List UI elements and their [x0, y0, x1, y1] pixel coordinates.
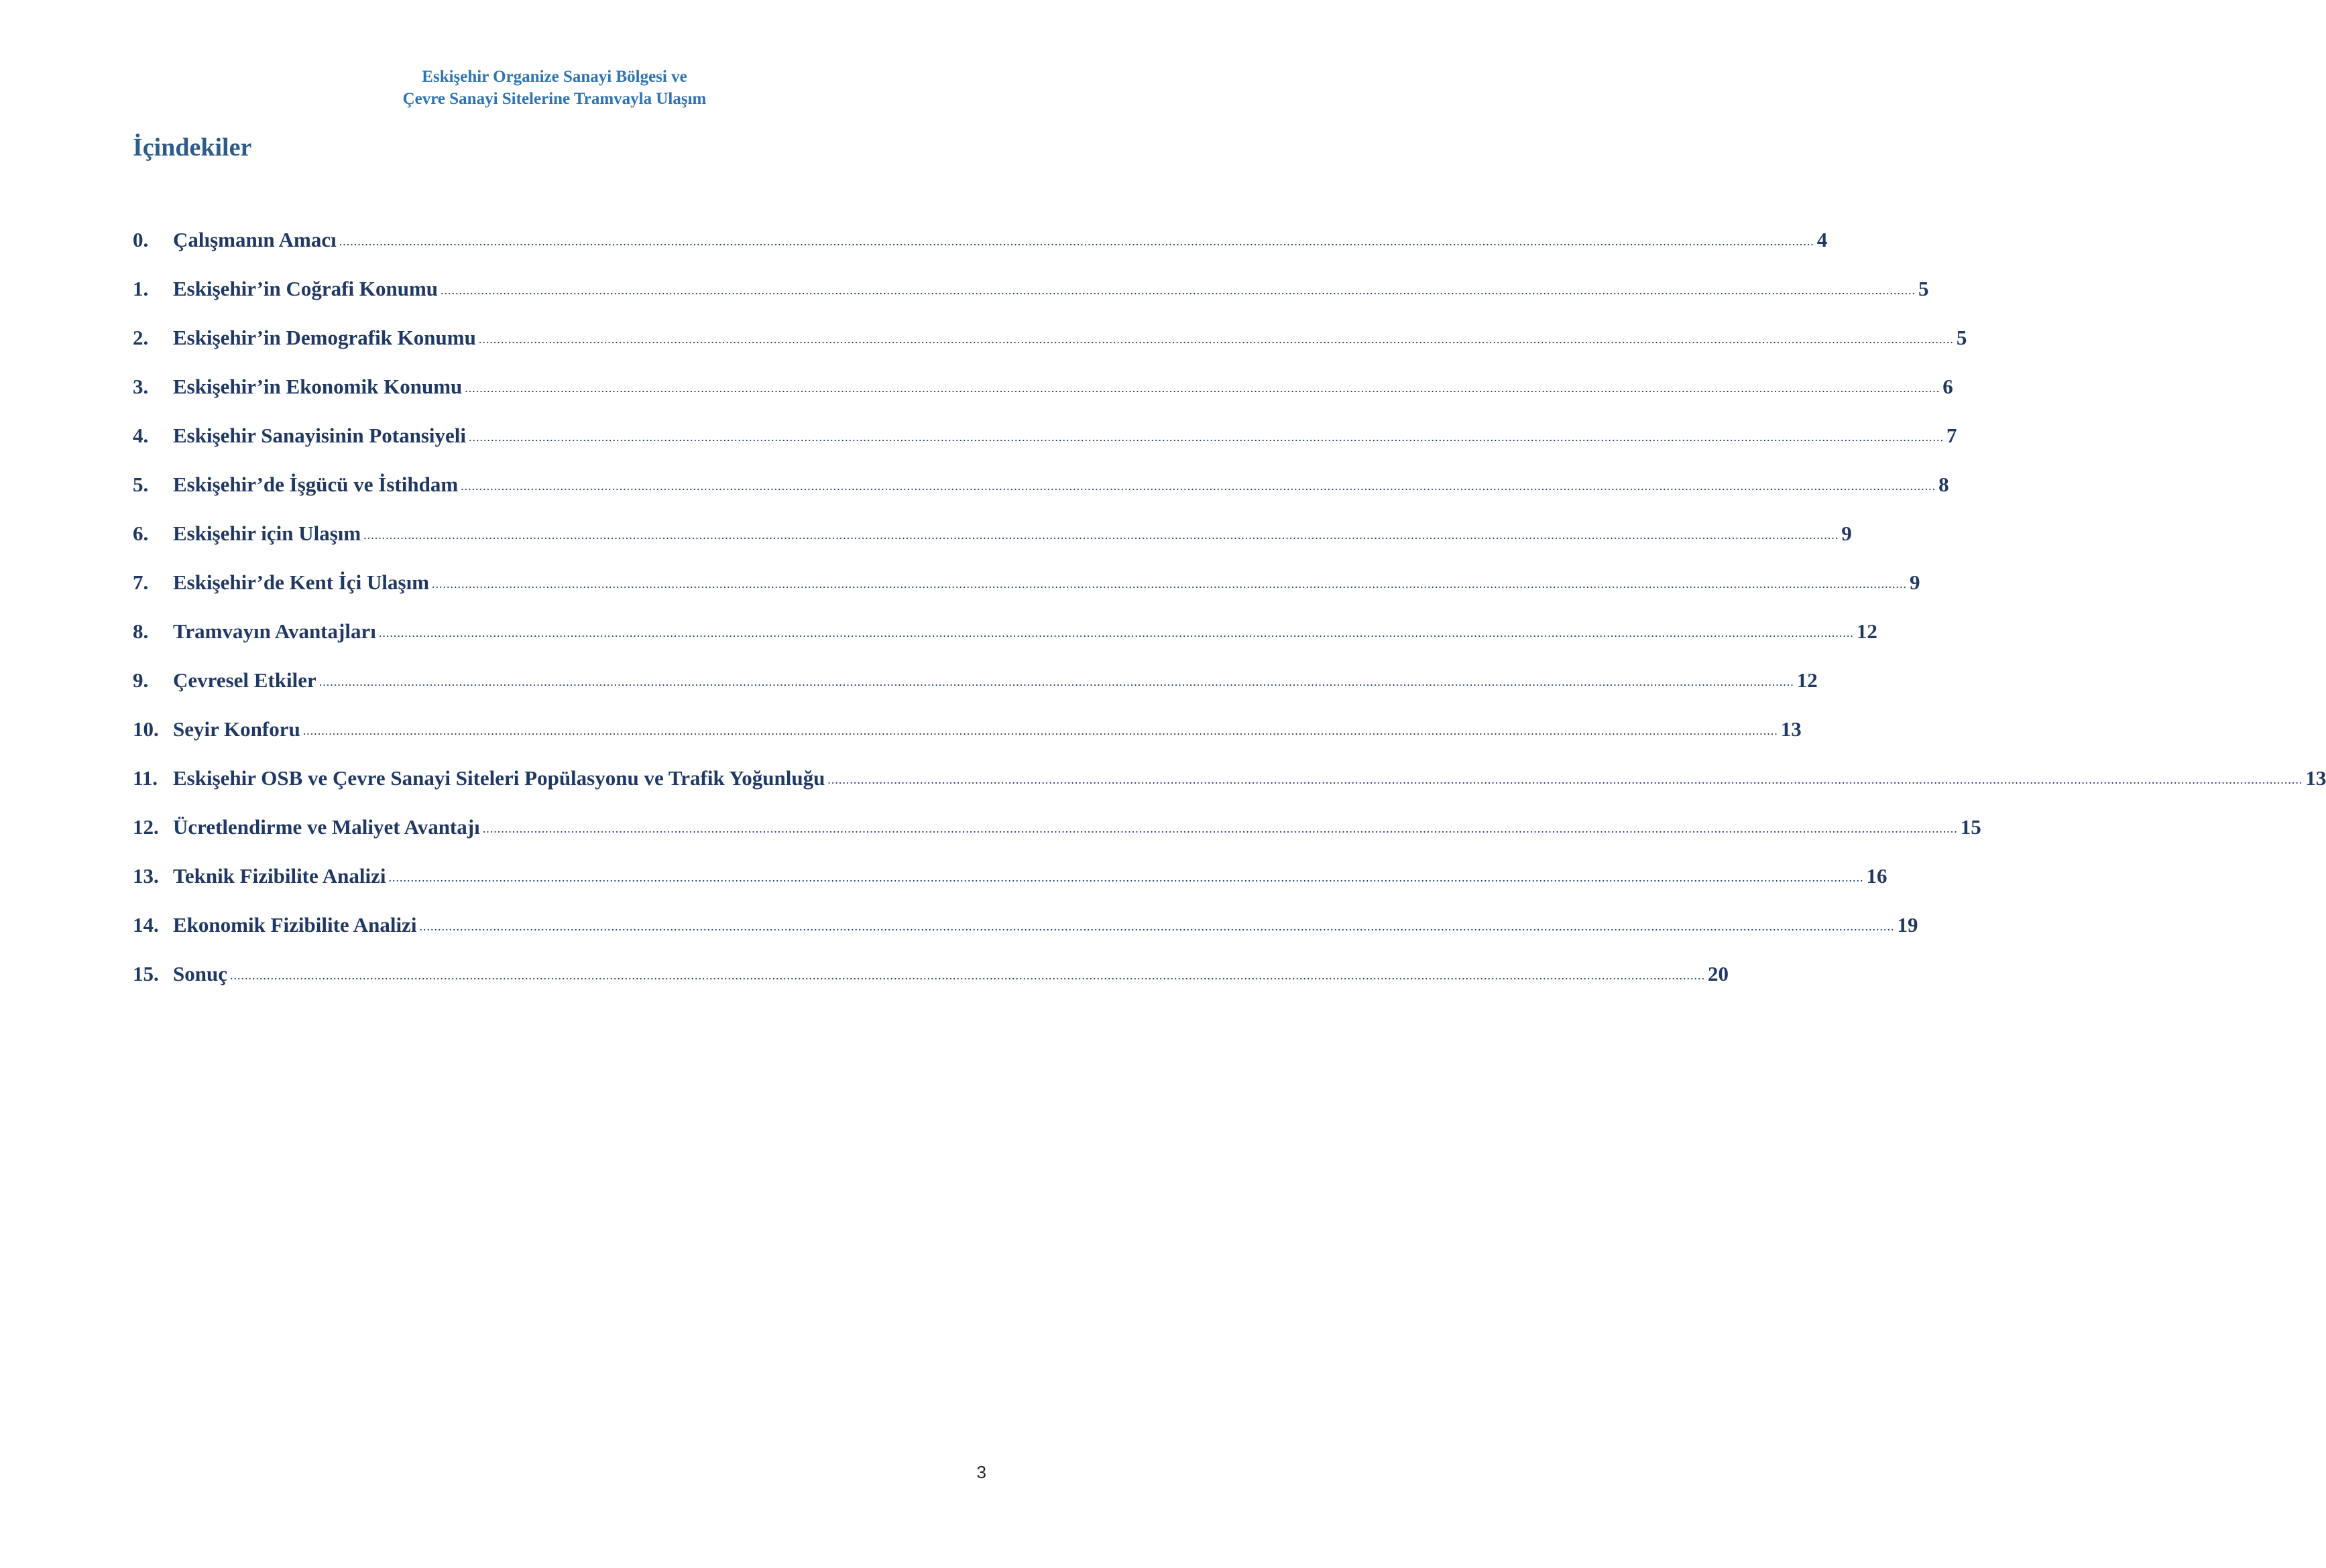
- toc-dot-leader: ................................................................................................................................................................................................................................................................................................................................................................................................................: [388, 871, 1864, 884]
- toc-entry[interactable]: [133, 564, 1920, 613]
- toc-entry-page-number[interactable]: 16: [1866, 864, 1887, 888]
- toc-entry-label[interactable]: Eskişehir Sanayisinin Potansiyeli: [173, 424, 466, 447]
- page-number: 3: [976, 1462, 986, 1482]
- toc-entry[interactable]: [133, 955, 1729, 1004]
- running-header: [0, 66, 1109, 110]
- toc-dot-leader: ................................................................................................................................................................................................................................................................................................................................................................................................................: [461, 479, 1936, 493]
- toc-entry-number: 3.: [133, 375, 149, 398]
- toc-entry-number: 1.: [133, 277, 149, 300]
- toc-dot-leader: ................................................................................................................................................................................................................................................................................................................................................................................................................: [482, 822, 1958, 835]
- toc-entry-number: 2.: [133, 326, 149, 349]
- toc-entry[interactable]: [133, 760, 2326, 808]
- toc-entry-number: 7.: [133, 570, 149, 594]
- toc-entry-page-number[interactable]: 8: [1938, 473, 1949, 496]
- toc-entry-page-number[interactable]: 12: [1796, 668, 1818, 692]
- toc-entry-page-number[interactable]: 13: [1780, 717, 1802, 741]
- toc-dot-leader: ................................................................................................................................................................................................................................................................................................................................................................................................................: [419, 920, 1895, 933]
- toc-entry-label[interactable]: Seyir Konforu: [173, 717, 300, 741]
- toc-dot-leader: ................................................................................................................................................................................................................................................................................................................................................................................................................: [378, 626, 1854, 640]
- toc-entry-number: 14.: [133, 913, 159, 937]
- toc-entry-label[interactable]: Çevresel Etkiler: [173, 668, 316, 692]
- toc-entry-number: 8.: [133, 619, 149, 643]
- toc-entry-page-number[interactable]: 5: [1918, 277, 1929, 300]
- toc-entry-number: 12.: [133, 815, 159, 839]
- toc-entry[interactable]: [133, 808, 1981, 857]
- toc-entry-page-number[interactable]: 9: [1841, 522, 1852, 545]
- toc-entry-number: 11.: [133, 766, 158, 790]
- toc-entry[interactable]: [133, 221, 1828, 270]
- toc-entry-page-number[interactable]: 15: [1960, 815, 1981, 839]
- toc-entry-number: 6.: [133, 522, 149, 545]
- toc-dot-leader: ................................................................................................................................................................................................................................................................................................................................................................................................................: [432, 577, 1908, 591]
- toc-entry[interactable]: [133, 270, 1929, 319]
- toc-dot-leader: ................................................................................................................................................................................................................................................................................................................................................................................................................: [363, 528, 1839, 542]
- toc-entry-label[interactable]: Ekonomik Fizibilite Analizi: [173, 913, 417, 937]
- toc-dot-leader: ................................................................................................................................................................................................................................................................................................................................................................................................................: [339, 235, 1814, 248]
- toc-entry-number: 5.: [133, 473, 149, 496]
- toc-dot-leader: ................................................................................................................................................................................................................................................................................................................................................................................................................: [318, 675, 1794, 688]
- toc-entry-page-number[interactable]: 13: [2305, 766, 2326, 790]
- toc-entry-number: 0.: [133, 228, 149, 251]
- toc-entry-label[interactable]: Teknik Fizibilite Analizi: [173, 864, 386, 888]
- running-header-line-2: Çevre Sanayi Sitelerine Tramvayla Ulaşım: [402, 90, 707, 108]
- toc-entry-page-number[interactable]: 6: [1942, 375, 1953, 398]
- toc-entry-page-number[interactable]: 5: [1956, 326, 1967, 349]
- toc-dot-leader: ................................................................................................................................................................................................................................................................................................................................................................................................................: [229, 969, 1705, 982]
- toc-entry-label[interactable]: Ücretlendirme ve Maliyet Avantajı: [173, 815, 480, 839]
- toc-entry-number: 4.: [133, 424, 149, 447]
- toc-entry[interactable]: [133, 662, 1818, 711]
- toc-entry-label[interactable]: Eskişehir’de Kent İçi Ulaşım: [173, 570, 430, 594]
- toc-entry[interactable]: [133, 711, 1802, 760]
- toc-entry-number: 15.: [133, 962, 159, 985]
- toc-entry[interactable]: [133, 368, 1953, 417]
- toc-entry[interactable]: [133, 417, 1957, 466]
- toc-entry-page-number[interactable]: 4: [1816, 228, 1828, 251]
- toc-entry[interactable]: [133, 515, 1852, 564]
- toc-entry-label[interactable]: Eskişehir’in Ekonomik Konumu: [173, 375, 463, 398]
- toc-entry-page-number[interactable]: 19: [1897, 913, 1918, 937]
- toc-dot-leader: ................................................................................................................................................................................................................................................................................................................................................................................................................: [478, 333, 1954, 346]
- toc-entry-number: 10.: [133, 717, 159, 741]
- toc-entry-page-number[interactable]: 12: [1856, 619, 1877, 643]
- toc-dot-leader: ................................................................................................................................................................................................................................................................................................................................................................................................................: [302, 724, 1778, 737]
- toc-dot-leader: ................................................................................................................................................................................................................................................................................................................................................................................................................: [469, 430, 1944, 444]
- toc-dot-leader: ................................................................................................................................................................................................................................................................................................................................................................................................................: [465, 381, 1940, 395]
- toc-entry-label[interactable]: Eskişehir için Ulaşım: [173, 522, 361, 545]
- toc-entry[interactable]: [133, 857, 1887, 906]
- toc-entry[interactable]: [133, 319, 1967, 368]
- toc-entry-label[interactable]: Çalışmanın Amacı: [173, 228, 337, 251]
- toc-entry[interactable]: [133, 466, 1949, 515]
- toc-entry-label[interactable]: Eskişehir’de İşgücü ve İstihdam: [173, 473, 459, 496]
- toc-entry[interactable]: [133, 906, 1918, 955]
- toc-entry-page-number[interactable]: 9: [1910, 570, 1920, 594]
- toc-entry-page-number[interactable]: 7: [1946, 424, 1957, 447]
- toc-entry-number: 13.: [133, 864, 159, 888]
- toc-entry-label[interactable]: Tramvayın Avantajları: [173, 619, 376, 643]
- toc-entry[interactable]: [133, 613, 1877, 662]
- toc-dot-leader: ................................................................................................................................................................................................................................................................................................................................................................................................................: [441, 284, 1916, 297]
- toc-entry-label[interactable]: Sonuç: [173, 962, 227, 985]
- table-of-contents: [133, 221, 2326, 1004]
- toc-entry-page-number[interactable]: 20: [1707, 962, 1729, 985]
- toc-title: İçindekiler: [133, 133, 252, 162]
- toc-dot-leader: ................................................................................................................................................................................................................................................................................................................................................................................................................: [827, 773, 2303, 786]
- toc-entry-number: 9.: [133, 668, 149, 692]
- toc-entry-label[interactable]: Eskişehir OSB ve Çevre Sanayi Siteleri Popülasyonu ve Trafik Yoğunluğu: [173, 766, 825, 790]
- toc-entry-label[interactable]: Eskişehir’in Demografik Konumu: [173, 326, 476, 349]
- toc-entry-label[interactable]: Eskişehir’in Coğrafi Konumu: [173, 277, 439, 300]
- running-header-line-1: Eskişehir Organize Sanayi Bölgesi ve: [422, 68, 687, 86]
